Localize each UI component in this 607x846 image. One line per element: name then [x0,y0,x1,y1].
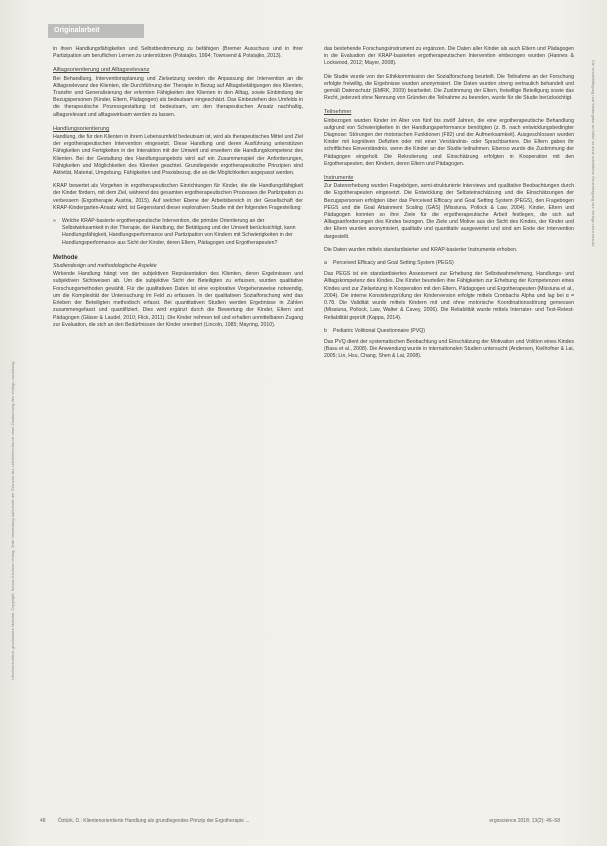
right-column [324,46,574,367]
paragraph: das bestehende Forschungsinstrument zu ergänzen. Die Daten aller Kinder als auch Eltern und Pädagogen in die Evaluation der KRAP-basierten ergotherapeutischen Intervention einbezogen wurden (Hannes & Lockwood, 2012; Mayer, 2008). [324,46,574,67]
running-citation: Öztürk, D.: Klientenorientierte Handlung als grundlegendes Prinzip der Ergotherapie ... [58,818,250,824]
left-column [53,46,303,335]
paragraph: KRAP bewertet als Vorgehen in ergotherapeutischen Einrichtungen für Kinder, die die Handlungsfähigkeit der Kinder fördern, mit dem Ziel, während des gesamten ergotherapeutischen Prozesses die Partizipation zu verbessern (Ergotherapie Austria, 2015). Auf welcher Ebene der Arbeitsbereich in der Gesellschaft der KRAP-Kindergarten-Ansatz wird, ist Gegenstand dieser explorativen Studie mit der folgenden Fragestellung: [53,183,303,211]
copyright-note-right-text: Die Vervielfältigung und Weitergabe an Dritte ist ohne schriftliche Genehmigung des Verlags nicht erlaubt. [591,60,596,248]
copyright-note-left-text: Urheberrechtlich geschütztes Material. Copyright: Schulz-Kirchner Verlag. Jede Verwertung außerhalb der Grenzen des Urheberrechts ist ohne Zustimmung des Verlags unzulässig. [10,360,15,680]
page-number: 48 [40,818,46,824]
section-heading: Handlungsorientierung [53,125,110,132]
list-item-text: Welche KRAP-basierte ergotherapeutische Intervention, die primäre Orientierung an der Selbstwirksamkeit in der Therapie, der Handlung, der Betätigung und der Umwelt berücksichtigt, kann Handlungsfähigkeit, Handlungsperformance und Partizipation von Kindern mit Schwierigkeiten in der Handlungsperformance aus Sicht der Kinder, deren Eltern, Pädagogen und Ergotherapeuten? [62,218,296,246]
journal-reference: ergoscience 2018; 13(2): 46–58 [489,818,560,824]
paragraph: Handlung, die für den Klienten in ihrem Lebensumfeld bedeutsam ist, wird als therapeutisches Mittel und Ziel der ergotherapeutischen Intervention eingesetzt. Diese Handlung und deren Ausführung unterstützen Fähigkeiten und Fertigkeiten in der Interaktion mit der Umwelt und erweitern die Handlungskompetenz des Klienten. Bei der Gestaltung des Handlungsangebots wird auf ein Zusammenspiel der Anforderungen, Fähigkeiten und Möglichkeiten des Klienten geachtet. Grundlegende ergotherapeutische Prinzipien sind Aktivität, Material, Umgebung, Fähigkeiten und Praxisbezug, die an die Möglichkeiten angepasst werden. [53,134,303,177]
paragraph: Wirkende Handlung hängt von der subjektiven Repräsentation des Klienten, deren Ergebnissen und subjektiven Sichtweisen ab. Um die subjektive Sicht der Beteiligten zu erfassen, wurden qualitative Forschungsmethoden gewählt. Für die qualitativen Daten ist eine explorative Vorgehensweise notwendig, um die Komplexität der Untersuchung im Feld zu erfassen. In der qualitativen Sozialforschung wird das Erleben der Beteiligten methodisch erfasst. Bei quantitativen Studien werden Ergebnisse in Zahlen zusammengefasst und quantifiziert. Dies wird ergänzt durch die Bewertung der Kinder, Eltern und Pädagogen (Gläser & Laudel, 2010; Flick, 2011). Die Kinder nehmen teil und erhalten unmittelbaren Zugang zur Evaluation, die sich an den Bedürfnissen der Kinder orientiert (Lincoln, 1985; Mayring, 2010). [53,271,303,328]
paragraph: Die Studie wurde von der Ethikkommission der Sozialforschung beurteilt. Die Teilnahme an der Forschung erfolgte freiwillig, die Ergebnisse wurden anonymisiert. Die Daten wurden streng vertraulich behandelt und gemäß Datenschutz (EMRK, 2009) bearbeitet. Die Zustimmung der Eltern, freiwillige Beteiligung sowie das Recht, jederzeit ohne Nennung von Gründen die Teilnahme zu beenden, wurde für die Studie berücksichtigt. [324,73,574,102]
subheading: Studiendesign und methodologische Aspekte [53,263,157,270]
list-item [53,218,303,247]
major-heading: Methode [53,254,78,261]
copyright-note-left [10,300,24,680]
list-item-text: Perceived Efficacy and Goal Setting System (PEGS) [333,260,454,267]
paragraph: Bei Behandlung, Interventionsplanung und Zielsetzung werden die Anpassung der Intervention an die Alltagsrelevanz des Klienten, die Durchführung der Therapie in Bezug auf Alltagsbetätigungen des Klienten, Transfer und Generalisierung der erlernten Fähigkeiten des Klienten in den Alltag, sowie Einbindung der Bezugspersonen (Kinder, Eltern, Pädagogen) als bedeutsam eingeschätzt. Das Einbeziehen des Umfelds in die therapeutische Prozessgestaltung ist bedeutsam, um den therapeutischen Ansatz nachhaltig, alltagsrelevant und alltagswirksam werden zu lassen. [53,75,303,118]
section-heading: Instrumente [324,175,354,182]
paragraph: Das PEGS ist ein standardisiertes Assessment zur Erhebung der Selbstwahrnehmung, Handlungs- und Alltagskompetenz des Kindes. Die Kinder beurteilen ihre Fähigkeiten zur Erhebung der Kompetenzen eines Kindes und zur Zielsetzung in Kooperation mit den Eltern, Pädagogen und Ergotherapeuten (Missiuna et al., 2004). Die interne Konsistenzprüfung der Kinderversion erfolgte mittels Cronbachs Alpha und lag bei α = 0.78. Die Validität wurde mittels Kindern mit und ohne motorische Koordinationsstörung gemessen (Missiuna, Pollock, Law, Walter & Cavey, 2006). Die Reliabilität wurde mittels Interrater- und Test-Retest-Reliabilität geprüft (Kappa, 2014). [324,271,574,321]
list-item [324,260,574,267]
copyright-note-right [586,60,598,340]
paragraph: Die Daten wurden mittels standardisierter und KRAP-basierter Instrumente erhoben. [324,246,518,253]
section-heading: Alltagsorientierung und Alltagsrelevanz [53,67,150,74]
list-marker: b [324,327,327,334]
paragraph: Einbezogen wurden Kinder im Alter von fünf bis zwölf Jahren, die eine ergotherapeutische Behandlung aufgrund von Schwierigkeiten in der Handlungsperformance benötigten (z. B. nach entwicklungsbedingter Diagnose: Störungen der motorischen Funktionen (F82) und der Aufmerksamkeit). Ausgeschlossen wurden Kinder mit kognitiven Defiziten oder mit einer Verständnis- oder Sprachbarriere. Die Eltern gaben ihr schriftliches Einverständnis, wenn die Kinder an der Studie teilnahmen. Ebenso wurde die Zustimmung der Pädagogen eingeholt. Die Rekrutierung und Einschätzung erfolgten in Kooperation mit den Ergotherapeuten, den Kindern, deren Eltern und Pädagogen. [324,117,574,167]
section-banner: Originalarbeit [48,24,144,38]
section-heading: Teilnehmer [324,109,352,116]
paragraph: Zur Datenerhebung wurden Fragebögen, semi-strukturierte Interviews und qualitative Beobachtungen durch die Ergotherapeuten eingesetzt. Die Entwicklung der Selbsteinschätzung und die Einschätzungen der Bezugspersonen erfolgten über das Perceived Efficacy and Goal Setting System (PEGS), den Fragebogen PEGS und die Goal Attainment Scaling (GAS) (Missiuna, Pollock & Law, 2004). Kinder, Eltern und Pädagogen konnten so ihre Ziele für die ergotherapeutische Arbeit festlegen, die sich auf Alltagsanforderungen des Kindes bezogen. Die Ziele und Motive aus der Sicht des Kindes, der Kinder und der Eltern wurden anonymisiert, qualitativ und quantitativ ausgewertet und sind am Ende der Intervention dargestellt. [324,183,574,240]
page-footer [40,818,560,828]
list-marker: » [53,218,56,225]
list-item [324,328,574,335]
paragraph: Das PVQ dient der systematischen Beobachtung und Einschätzung der Motivation und Volition eines Kindes (Basu et al., 2008). Die Anwendung wurde in internationalen Studien untersucht (Andersen, Kielhofner & Lai, 2005; Lin, Hsu, Chang, Shen & Lai, 2008). [324,338,574,360]
list-item-text: Pediatric Volitional Questionnaire (PVQ) [333,327,425,334]
list-marker: a [324,260,327,267]
paragraph: in ihren Handlungsfähigkeiten und Selbstbestimmung zu befähigen (Bremer Ausschuss und in ihrer Partizipation am beruflichen Lernen zu unterstützen (Polatajko, 1994; Townsend & Polatajko, 2013). [53,46,303,60]
